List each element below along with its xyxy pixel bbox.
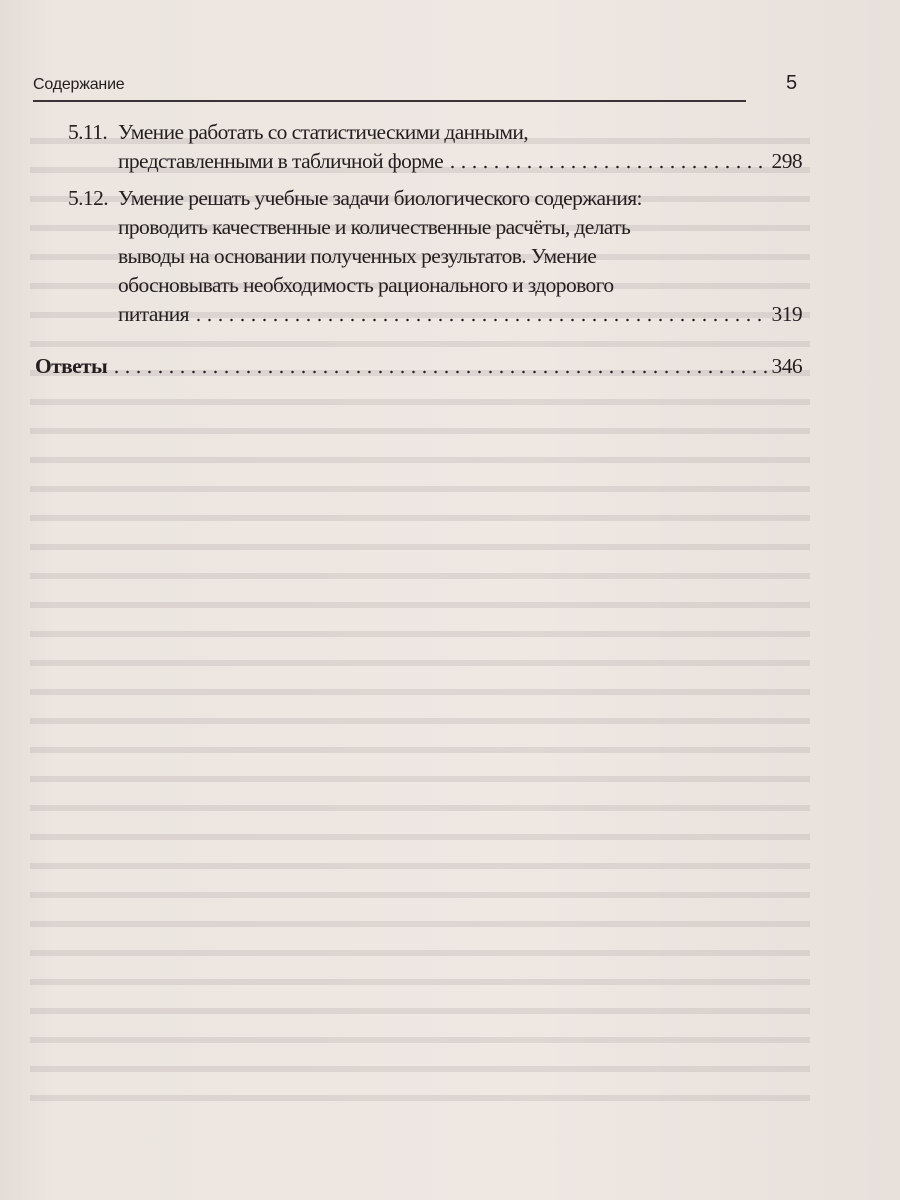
entry-number: 5.12.: [68, 186, 109, 210]
entry-page: 319: [771, 302, 802, 326]
page-number: 5: [786, 72, 798, 94]
entry-label: Ответы: [35, 354, 108, 378]
toc-entry-answers[interactable]: [35, 352, 802, 381]
table-of-contents: [68, 118, 802, 337]
entry-line: Умение решать учебные задачи биологического содержания:: [118, 186, 642, 210]
entry-line: обосновывать необходимость рационального и здорового: [118, 273, 614, 297]
running-header: Содержание: [33, 76, 125, 93]
dot-leader: [111, 370, 767, 374]
entry-page: 346: [771, 354, 802, 378]
dot-leader: [447, 165, 767, 169]
entry-number: 5.11.: [68, 120, 108, 144]
entry-line: представленными в табличной форме: [118, 149, 444, 173]
entry-line: Умение работать со статистическими данными,: [118, 120, 529, 144]
entry-line: выводы на основании полученных результатов. Умение: [118, 244, 597, 268]
entry-page: 298: [771, 149, 802, 173]
toc-entry-5-11[interactable]: [68, 118, 802, 176]
entry-line: проводить качественные и количественные расчёты, делать: [118, 215, 631, 239]
header-rule: [33, 100, 746, 102]
toc-entry-5-12[interactable]: [68, 184, 802, 329]
dot-leader: [193, 318, 768, 322]
entry-line: питания: [118, 302, 189, 326]
